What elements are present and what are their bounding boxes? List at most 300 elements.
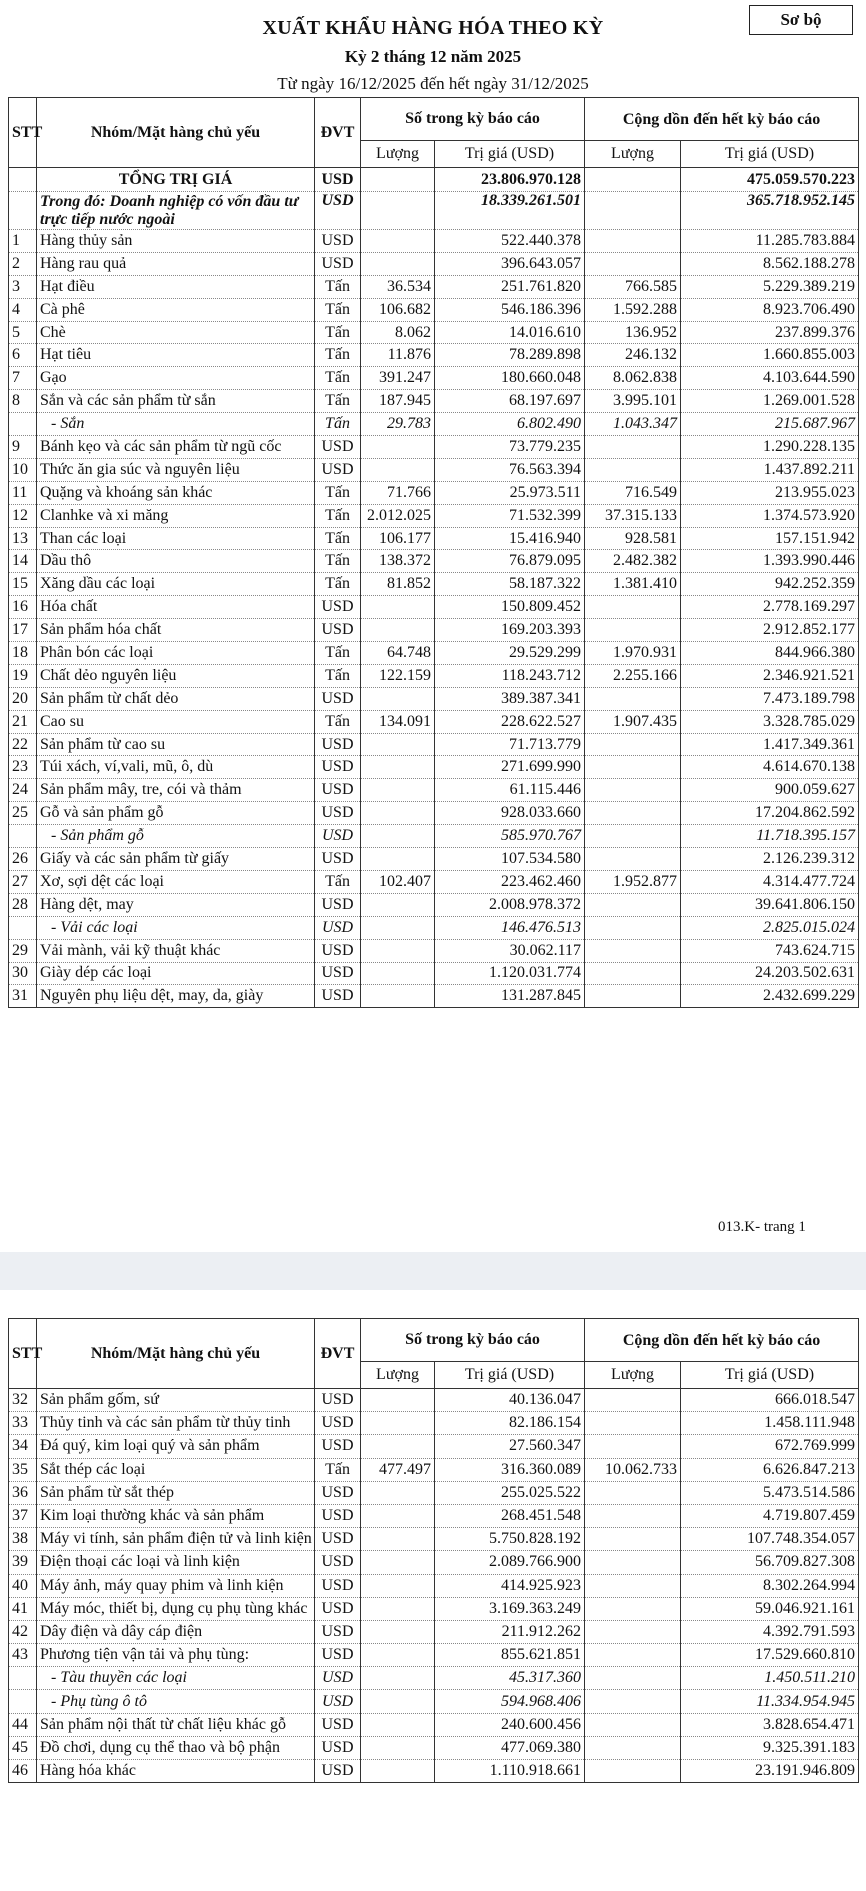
- preliminary-badge: Sơ bộ: [749, 5, 853, 35]
- row-qty: 8.062: [361, 321, 435, 344]
- row-stt: 21: [9, 710, 37, 733]
- row-unit: USD: [315, 1504, 361, 1527]
- table-row: [9, 756, 859, 779]
- row-value: 477.069.380: [435, 1736, 585, 1759]
- row-name: Sản phẩm hóa chất: [37, 619, 315, 642]
- table-row: [9, 802, 859, 825]
- total-label: TỔNG TRỊ GIÁ: [37, 168, 315, 192]
- row-cum-qty: [585, 1412, 681, 1435]
- row-stt: 15: [9, 573, 37, 596]
- row-unit: USD: [315, 916, 361, 939]
- table-row: [9, 573, 859, 596]
- row-stt: 19: [9, 664, 37, 687]
- col-cum-value: Trị giá (USD): [681, 141, 859, 168]
- row-stt: 6: [9, 344, 37, 367]
- sub-item-row: [9, 1690, 859, 1713]
- row-cum-value: 900.059.627: [681, 779, 859, 802]
- table-row: [9, 848, 859, 871]
- table-row: [9, 1644, 859, 1667]
- row-name: Gỗ và sản phẩm gỗ: [37, 802, 315, 825]
- row-qty: 106.682: [361, 298, 435, 321]
- report-title: XUẤT KHẨU HÀNG HÓA THEO KỲ: [262, 17, 604, 39]
- col-cum-qty: Lượng: [585, 1362, 681, 1389]
- row-qty: 11.876: [361, 344, 435, 367]
- row-value: 146.476.513: [435, 916, 585, 939]
- table-row: [9, 733, 859, 756]
- table-row: [9, 275, 859, 298]
- row-qty: 477.497: [361, 1458, 435, 1481]
- row-cum-qty: [585, 1620, 681, 1643]
- row-name: Hàng thủy sản: [37, 230, 315, 253]
- row-stt: 26: [9, 848, 37, 871]
- row-name: Điện thoại các loại và linh kiện: [37, 1551, 315, 1574]
- row-qty: [361, 893, 435, 916]
- row-name: Dầu thô: [37, 550, 315, 573]
- row-cum-qty: [585, 962, 681, 985]
- row-unit: Tấn: [315, 870, 361, 893]
- row-cum-qty: [585, 230, 681, 253]
- row-name: Đồ chơi, dụng cụ thể thao và bộ phận: [37, 1736, 315, 1759]
- row-stt: 32: [9, 1389, 37, 1412]
- row-cum-value: 4.614.670.138: [681, 756, 859, 779]
- row-cum-qty: [585, 687, 681, 710]
- row-unit: USD: [315, 893, 361, 916]
- row-cum-value: 2.912.852.177: [681, 619, 859, 642]
- export-table-page-1: [8, 97, 859, 1008]
- row-name: Chè: [37, 321, 315, 344]
- row-cum-value: 107.748.354.057: [681, 1528, 859, 1551]
- row-stt: 38: [9, 1528, 37, 1551]
- table-row: [9, 1574, 859, 1597]
- col-stt: STT: [9, 1319, 37, 1389]
- row-name: Xăng dầu các loại: [37, 573, 315, 596]
- col-cumulative: Cộng dồn đến hết kỳ báo cáo: [585, 98, 859, 141]
- table-row: [9, 504, 859, 527]
- row-stt: 36: [9, 1481, 37, 1504]
- row-value: 928.033.660: [435, 802, 585, 825]
- row-cum-value: 1.458.111.948: [681, 1412, 859, 1435]
- table-row: [9, 321, 859, 344]
- row-cum-value: 5.473.514.586: [681, 1481, 859, 1504]
- row-unit: USD: [315, 1644, 361, 1667]
- row-unit: USD: [315, 985, 361, 1008]
- row-cum-value: 59.046.921.161: [681, 1597, 859, 1620]
- row-cum-qty: 2.482.382: [585, 550, 681, 573]
- row-value: 1.120.031.774: [435, 962, 585, 985]
- row-cum-value: 3.828.654.471: [681, 1713, 859, 1736]
- row-cum-value: 2.778.169.297: [681, 596, 859, 619]
- row-qty: [361, 436, 435, 459]
- table-row: [9, 458, 859, 481]
- row-cum-value: 9.325.391.183: [681, 1736, 859, 1759]
- row-name: Vải mành, vải kỹ thuật khác: [37, 939, 315, 962]
- row-cum-qty: [585, 596, 681, 619]
- row-name: Thủy tinh và các sản phẩm từ thủy tinh: [37, 1412, 315, 1435]
- row-qty: [361, 733, 435, 756]
- row-value: 61.115.446: [435, 779, 585, 802]
- row-stt: 1: [9, 230, 37, 253]
- row-stt: 25: [9, 802, 37, 825]
- row-cum-value: 17.529.660.810: [681, 1644, 859, 1667]
- row-unit: USD: [315, 1690, 361, 1713]
- row-stt: 8: [9, 390, 37, 413]
- row-cum-qty: 8.062.838: [585, 367, 681, 390]
- row-qty: 391.247: [361, 367, 435, 390]
- row-stt: 12: [9, 504, 37, 527]
- row-name: Quặng và khoáng sản khác: [37, 481, 315, 504]
- row-cum-qty: [585, 458, 681, 481]
- row-unit: USD: [315, 458, 361, 481]
- row-cum-value: 8.923.706.490: [681, 298, 859, 321]
- row-cum-value: 672.769.999: [681, 1435, 859, 1458]
- row-unit: USD: [315, 802, 361, 825]
- table-row: [9, 367, 859, 390]
- row-cum-qty: [585, 1644, 681, 1667]
- row-name: - Tàu thuyền các loại: [37, 1667, 315, 1690]
- row-unit: Tấn: [315, 481, 361, 504]
- row-cum-value: 1.290.228.135: [681, 436, 859, 459]
- row-name: Sắn và các sản phẩm từ sắn: [37, 390, 315, 413]
- table-row: [9, 596, 859, 619]
- row-cum-qty: 136.952: [585, 321, 681, 344]
- table-row: [9, 1597, 859, 1620]
- row-qty: [361, 825, 435, 848]
- table-row: [9, 344, 859, 367]
- row-cum-value: 5.229.389.219: [681, 275, 859, 298]
- row-cum-value: 3.328.785.029: [681, 710, 859, 733]
- row-stt: 13: [9, 527, 37, 550]
- row-unit: USD: [315, 848, 361, 871]
- table-row: [9, 710, 859, 733]
- row-cum-value: 1.437.892.211: [681, 458, 859, 481]
- row-unit: USD: [315, 1597, 361, 1620]
- row-unit: Tấn: [315, 390, 361, 413]
- row-cum-qty: [585, 1713, 681, 1736]
- row-value: 68.197.697: [435, 390, 585, 413]
- row-value: 1.110.918.661: [435, 1760, 585, 1783]
- row-qty: [361, 1435, 435, 1458]
- row-stt: 42: [9, 1620, 37, 1643]
- row-cum-value: 2.825.015.024: [681, 916, 859, 939]
- row-qty: [361, 1574, 435, 1597]
- row-unit: USD: [315, 779, 361, 802]
- row-cum-qty: [585, 733, 681, 756]
- fdi-value: 18.339.261.501: [435, 192, 585, 230]
- row-qty: [361, 1528, 435, 1551]
- row-value: 15.416.940: [435, 527, 585, 550]
- row-cum-qty: [585, 436, 681, 459]
- page-footer: 013.K- trang 1: [718, 1219, 806, 1235]
- row-cum-qty: 1.381.410: [585, 573, 681, 596]
- row-value: 78.289.898: [435, 344, 585, 367]
- row-cum-value: 4.392.791.593: [681, 1620, 859, 1643]
- row-stt: 33: [9, 1412, 37, 1435]
- row-value: 6.802.490: [435, 413, 585, 436]
- row-cum-value: 24.203.502.631: [681, 962, 859, 985]
- sub-item-row: [9, 413, 859, 436]
- row-unit: Tấn: [315, 527, 361, 550]
- row-cum-value: 2.432.699.229: [681, 985, 859, 1008]
- table-row: [9, 619, 859, 642]
- row-stt: 23: [9, 756, 37, 779]
- row-qty: 81.852: [361, 573, 435, 596]
- row-stt: 5: [9, 321, 37, 344]
- row-qty: [361, 1504, 435, 1527]
- row-qty: [361, 1412, 435, 1435]
- row-cum-qty: [585, 619, 681, 642]
- row-cum-qty: [585, 1690, 681, 1713]
- row-value: 76.563.394: [435, 458, 585, 481]
- table-row: [9, 527, 859, 550]
- row-unit: USD: [315, 1574, 361, 1597]
- row-qty: [361, 1713, 435, 1736]
- col-unit: ĐVT: [315, 1319, 361, 1389]
- table-row: [9, 550, 859, 573]
- row-unit: Tấn: [315, 710, 361, 733]
- row-cum-value: 4.103.644.590: [681, 367, 859, 390]
- col-name: Nhóm/Mặt hàng chủ yếu: [37, 1319, 315, 1389]
- row-unit: USD: [315, 1389, 361, 1412]
- table-row: [9, 893, 859, 916]
- row-cum-value: 8.302.264.994: [681, 1574, 859, 1597]
- row-value: 396.643.057: [435, 252, 585, 275]
- row-unit: USD: [315, 733, 361, 756]
- row-value: 2.089.766.900: [435, 1551, 585, 1574]
- row-value: 25.973.511: [435, 481, 585, 504]
- row-cum-value: 666.018.547: [681, 1389, 859, 1412]
- row-cum-value: 4.314.477.724: [681, 870, 859, 893]
- row-stt: 44: [9, 1713, 37, 1736]
- row-unit: Tấn: [315, 275, 361, 298]
- row-qty: [361, 252, 435, 275]
- row-qty: [361, 1736, 435, 1759]
- row-name: Kim loại thường khác và sản phẩm: [37, 1504, 315, 1527]
- row-cum-qty: 1.592.288: [585, 298, 681, 321]
- row-value: 223.462.460: [435, 870, 585, 893]
- report-period: Kỳ 2 tháng 12 năm 2025: [344, 47, 522, 66]
- row-cum-value: 942.252.359: [681, 573, 859, 596]
- row-value: 45.317.360: [435, 1667, 585, 1690]
- export-table-page-2: [8, 1318, 859, 1783]
- row-unit: USD: [315, 230, 361, 253]
- row-name: Xơ, sợi dệt các loại: [37, 870, 315, 893]
- row-stt: 9: [9, 436, 37, 459]
- row-unit: USD: [315, 1435, 361, 1458]
- row-name: Túi xách, ví,vali, mũ, ô, dù: [37, 756, 315, 779]
- row-unit: USD: [315, 1620, 361, 1643]
- row-qty: [361, 985, 435, 1008]
- row-qty: 2.012.025: [361, 504, 435, 527]
- row-value: 240.600.456: [435, 1713, 585, 1736]
- row-stt: [9, 413, 37, 436]
- row-stt: 14: [9, 550, 37, 573]
- table-row: [9, 985, 859, 1008]
- row-unit: Tấn: [315, 504, 361, 527]
- row-stt: 34: [9, 1435, 37, 1458]
- row-cum-value: 844.966.380: [681, 642, 859, 665]
- row-cum-value: 4.719.807.459: [681, 1504, 859, 1527]
- fdi-row: [9, 192, 859, 230]
- row-unit: Tấn: [315, 642, 361, 665]
- row-value: 71.532.399: [435, 504, 585, 527]
- row-unit: Tấn: [315, 550, 361, 573]
- row-stt: 35: [9, 1458, 37, 1481]
- row-name: Gạo: [37, 367, 315, 390]
- row-stt: 46: [9, 1760, 37, 1783]
- row-name: Hóa chất: [37, 596, 315, 619]
- row-unit: Tấn: [315, 664, 361, 687]
- total-row: [9, 168, 859, 192]
- row-unit: Tấn: [315, 573, 361, 596]
- table-row: [9, 664, 859, 687]
- row-qty: [361, 1644, 435, 1667]
- row-name: Hàng dệt, may: [37, 893, 315, 916]
- fdi-cum-value: 365.718.952.145: [681, 192, 859, 230]
- row-value: 40.136.047: [435, 1389, 585, 1412]
- row-name: Hạt tiêu: [37, 344, 315, 367]
- row-name: - Vải các loại: [37, 916, 315, 939]
- row-stt: 11: [9, 481, 37, 504]
- row-qty: 102.407: [361, 870, 435, 893]
- row-value: 2.008.978.372: [435, 893, 585, 916]
- row-name: Giấy và các sản phẩm từ giấy: [37, 848, 315, 871]
- page-separator: [0, 1252, 866, 1290]
- row-qty: [361, 1620, 435, 1643]
- row-name: Cao su: [37, 710, 315, 733]
- row-unit: USD: [315, 619, 361, 642]
- row-cum-qty: [585, 1736, 681, 1759]
- row-stt: 31: [9, 985, 37, 1008]
- row-value: 3.169.363.249: [435, 1597, 585, 1620]
- table-row: [9, 939, 859, 962]
- row-value: 14.016.610: [435, 321, 585, 344]
- row-unit: USD: [315, 1736, 361, 1759]
- row-stt: 10: [9, 458, 37, 481]
- row-cum-value: 11.334.954.945: [681, 1690, 859, 1713]
- table-row: [9, 1760, 859, 1783]
- row-value: 180.660.048: [435, 367, 585, 390]
- row-value: 389.387.341: [435, 687, 585, 710]
- row-cum-qty: 766.585: [585, 275, 681, 298]
- row-name: Sản phẩm từ chất dẻo: [37, 687, 315, 710]
- row-cum-qty: [585, 1389, 681, 1412]
- row-value: 585.970.767: [435, 825, 585, 848]
- row-qty: [361, 1481, 435, 1504]
- row-unit: Tấn: [315, 344, 361, 367]
- row-value: 150.809.452: [435, 596, 585, 619]
- row-qty: [361, 230, 435, 253]
- table-row: [9, 252, 859, 275]
- row-qty: 64.748: [361, 642, 435, 665]
- row-cum-qty: 246.132: [585, 344, 681, 367]
- col-unit: ĐVT: [315, 98, 361, 168]
- row-name: Sản phẩm gốm, sứ: [37, 1389, 315, 1412]
- row-name: Dây điện và dây cáp điện: [37, 1620, 315, 1643]
- row-cum-value: 237.899.376: [681, 321, 859, 344]
- row-stt: 17: [9, 619, 37, 642]
- row-value: 118.243.712: [435, 664, 585, 687]
- table-row: [9, 1504, 859, 1527]
- row-value: 594.968.406: [435, 1690, 585, 1713]
- row-name: Sản phẩm từ sắt thép: [37, 1481, 315, 1504]
- row-cum-value: 39.641.806.150: [681, 893, 859, 916]
- row-name: Sản phẩm từ cao su: [37, 733, 315, 756]
- row-stt: 3: [9, 275, 37, 298]
- row-cum-value: 1.374.573.920: [681, 504, 859, 527]
- row-cum-qty: [585, 1551, 681, 1574]
- row-stt: [9, 1690, 37, 1713]
- row-qty: [361, 848, 435, 871]
- row-value: 855.621.851: [435, 1644, 585, 1667]
- col-stt: STT: [9, 98, 37, 168]
- row-stt: 40: [9, 1574, 37, 1597]
- row-name: Phương tiện vận tải và phụ tùng:: [37, 1644, 315, 1667]
- row-qty: [361, 687, 435, 710]
- row-unit: USD: [315, 939, 361, 962]
- sub-item-row: [9, 825, 859, 848]
- row-name: Nguyên phụ liệu dệt, may, da, giày: [37, 985, 315, 1008]
- table-row: [9, 1620, 859, 1643]
- row-value: 414.925.923: [435, 1574, 585, 1597]
- table-row: [9, 642, 859, 665]
- row-name: Phân bón các loại: [37, 642, 315, 665]
- row-name: Máy ảnh, máy quay phim và linh kiện: [37, 1574, 315, 1597]
- row-cum-qty: [585, 916, 681, 939]
- row-unit: USD: [315, 596, 361, 619]
- row-value: 251.761.820: [435, 275, 585, 298]
- row-value: 522.440.378: [435, 230, 585, 253]
- table-row: [9, 870, 859, 893]
- row-value: 271.699.990: [435, 756, 585, 779]
- row-stt: [9, 825, 37, 848]
- row-unit: USD: [315, 1528, 361, 1551]
- row-qty: [361, 1667, 435, 1690]
- row-qty: [361, 596, 435, 619]
- row-qty: 106.177: [361, 527, 435, 550]
- row-cum-qty: [585, 939, 681, 962]
- row-stt: 18: [9, 642, 37, 665]
- row-cum-value: 2.346.921.521: [681, 664, 859, 687]
- col-cum-qty: Lượng: [585, 141, 681, 168]
- row-value: 316.360.089: [435, 1458, 585, 1481]
- row-stt: 2: [9, 252, 37, 275]
- row-cum-qty: 37.315.133: [585, 504, 681, 527]
- row-cum-qty: [585, 1528, 681, 1551]
- row-value: 5.750.828.192: [435, 1528, 585, 1551]
- row-qty: [361, 939, 435, 962]
- row-name: Cà phê: [37, 298, 315, 321]
- table-row: [9, 1435, 859, 1458]
- row-name: Than các loại: [37, 527, 315, 550]
- row-qty: [361, 1690, 435, 1713]
- row-cum-value: 6.626.847.213: [681, 1458, 859, 1481]
- row-name: - Sắn: [37, 413, 315, 436]
- row-cum-qty: [585, 848, 681, 871]
- col-qty: Lượng: [361, 141, 435, 168]
- row-stt: 20: [9, 687, 37, 710]
- table-row: [9, 1713, 859, 1736]
- row-name: Bánh kẹo và các sản phẩm từ ngũ cốc: [37, 436, 315, 459]
- row-cum-value: 215.687.967: [681, 413, 859, 436]
- row-unit: USD: [315, 1481, 361, 1504]
- row-value: 71.713.779: [435, 733, 585, 756]
- row-cum-value: 1.269.001.528: [681, 390, 859, 413]
- row-cum-qty: [585, 1667, 681, 1690]
- row-name: Hàng hóa khác: [37, 1760, 315, 1783]
- row-unit: Tấn: [315, 1458, 361, 1481]
- row-cum-qty: 1.970.931: [585, 642, 681, 665]
- row-qty: [361, 458, 435, 481]
